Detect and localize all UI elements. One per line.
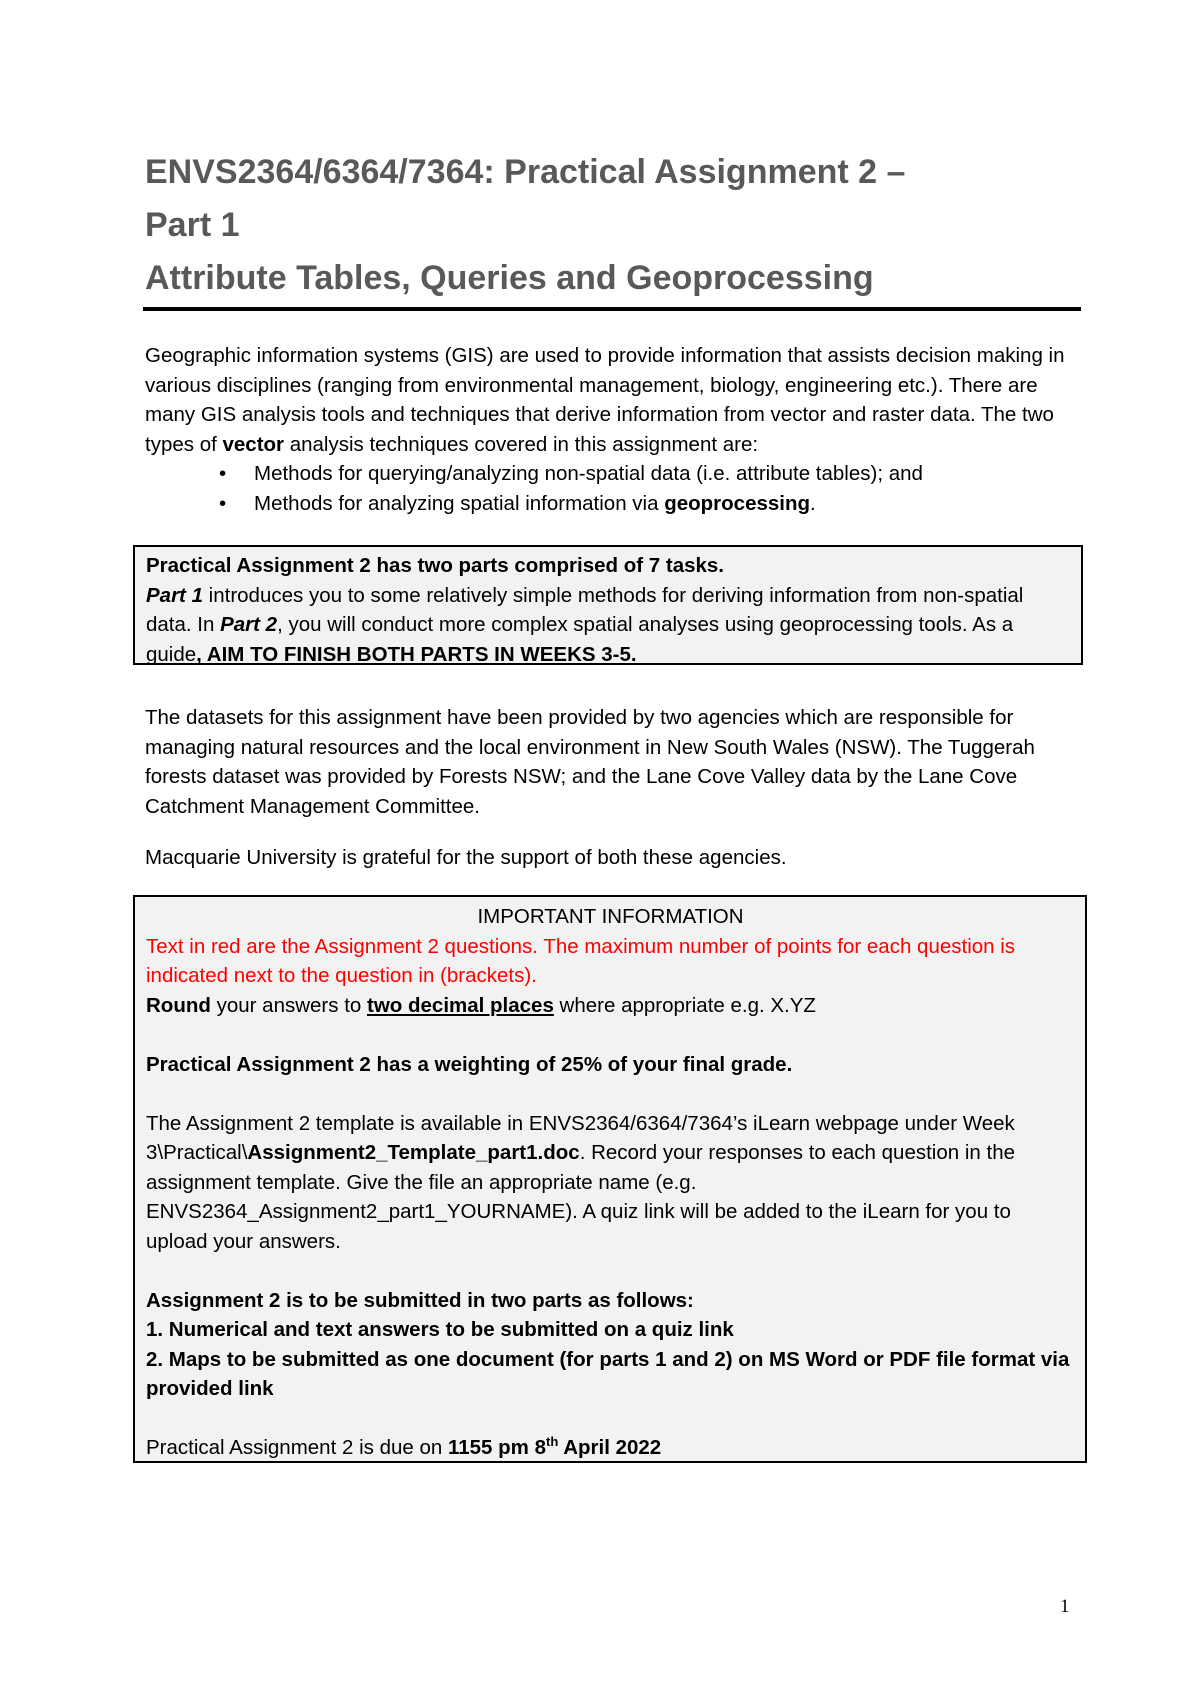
list-item: • Methods for querying/analyzing non-spatial data (i.e. attribute tables); and (145, 459, 1090, 489)
title-line-1: ENVS2364/6364/7364: Practical Assignment 2 – (145, 153, 906, 191)
important-heading: IMPORTANT INFORMATION (477, 905, 744, 928)
parts-overview-box (133, 545, 1083, 665)
technique-list (145, 459, 1090, 518)
bullet-icon: • (219, 491, 227, 515)
title-line-2: Part 1 (145, 206, 240, 244)
weighting-note: Practical Assignment 2 has a weighting of 25% of your final grade. (146, 1052, 793, 1076)
overview-heading: Practical Assignment 2 has two parts comprised of 7 tasks. (146, 554, 724, 577)
submission-heading: Assignment 2 is to be submitted in two parts as follows: (146, 1288, 694, 1312)
title-line-3: Attribute Tables, Queries and Geoprocessing (145, 259, 874, 297)
datasets-paragraph: The datasets for this assignment have been provided by two agencies which are responsible for managing natural resources and the local environment in New South Wales (NSW). The Tuggerah forests dataset was provided by Forests NSW; and the Lane Cove Valley data by the Lane Cove Catchment Management Committee. (145, 706, 1035, 818)
rounding-note: Round your answers to two decimal places where appropriate e.g. X.YZ (146, 993, 816, 1017)
red-questions-note: Text in red are the Assignment 2 questions. The maximum number of points for each question is indicated next to the question in (brackets). (146, 934, 1016, 987)
bullet-icon: • (219, 462, 227, 485)
intro-paragraph: Geographic information systems (GIS) are used to provide information that assists decision making in various disciplines (ranging from environmental management, biology, engineering etc.). There are many GIS analysis tools and techniques that derive information from vector and raster data. The two types of vector analysis techniques covered in this assignment are: (145, 344, 1065, 456)
title-underline (143, 307, 1081, 311)
overview-text: Part 1 introduces you to some relatively simple methods for deriving information from non-spatial data. In Part 2, you will conduct more complex spatial analyses using geoprocessing tools. As a guide, AIM TO FINISH BOTH PARTS IN WEEKS 3-5. (146, 583, 1024, 666)
page-number: 1 (1060, 1596, 1070, 1617)
intro-section (145, 341, 1090, 518)
template-note: The Assignment 2 template is available in ENVS2364/6364/7364’s iLearn webpage under Week 3\Practical\Assignment2_Template_part1.doc. Record your responses to each question in the assignment template. Give the file an appropriate name (e.g. ENVS2364_Assignment2_part1_YOURNAME). A quiz link will be added to the iLearn for you to upload your answers. (146, 1111, 1016, 1253)
due-date-note: Practical Assignment 2 is due on 1155 pm 8th April 2022 (146, 1434, 662, 1459)
important-information-box (133, 895, 1087, 1463)
acknowledgement-paragraph: Macquarie University is grateful for the support of both these agencies. (145, 846, 787, 869)
submission-item-2: 2. Maps to be submitted as one document (for parts 1 and 2) on MS Word or PDF file format via provided link (146, 1347, 1070, 1400)
document-title (145, 146, 1080, 305)
submission-item-1: 1. Numerical and text answers to be submitted on a quiz link (146, 1318, 734, 1341)
list-item: • Methods for analyzing spatial information via geoprocessing. (145, 489, 1090, 519)
